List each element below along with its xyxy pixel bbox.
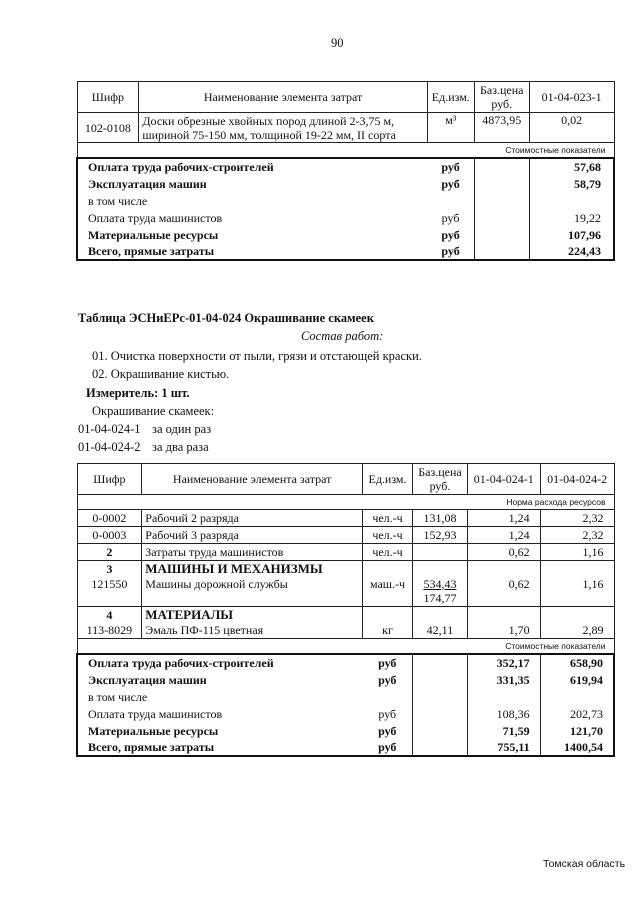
total-value bbox=[529, 192, 614, 209]
norm-label: Норма расхода ресурсов bbox=[77, 495, 614, 510]
row-v2: 1,16 bbox=[540, 544, 614, 561]
total-price-empty bbox=[412, 654, 467, 671]
machines-unit: маш.-ч bbox=[363, 577, 413, 607]
total-unit: руб bbox=[427, 175, 474, 192]
table-title: Таблица ЭСНиЕРс-01-04-024 Окрашивание скамеек bbox=[78, 311, 374, 325]
total-value: 19,22 bbox=[529, 209, 614, 226]
row-value: 0,02 bbox=[529, 113, 614, 143]
col-header-price: Баз.цена руб. bbox=[474, 82, 529, 113]
row-name: Рабочий 2 разряда bbox=[142, 510, 363, 527]
materials-name: Эмаль ПФ-115 цветная bbox=[142, 623, 363, 639]
work-step-1: 01. Очистка поверхности от пыли, грязи и отстающей краски. bbox=[92, 349, 422, 363]
section-label: Стоимостные показатели bbox=[77, 143, 614, 159]
table-header bbox=[77, 464, 614, 495]
materials-v2: 2,89 bbox=[540, 623, 614, 639]
total-name: Всего, прямые затраты bbox=[77, 739, 363, 756]
variant-code-1: 01-04-024-1 bbox=[78, 422, 141, 436]
materials-v1: 1,70 bbox=[467, 623, 540, 639]
total-unit: руб bbox=[427, 209, 474, 226]
total-v1: 331,35 bbox=[467, 671, 540, 688]
col-header-price: Баз.цена руб. bbox=[412, 464, 467, 495]
row-price: 4873,95 bbox=[474, 113, 529, 143]
total-row bbox=[77, 705, 614, 722]
machines-v2: 1,16 bbox=[540, 577, 614, 607]
machines-name: Машины дорожной службы bbox=[142, 577, 363, 607]
total-v2: 658,90 bbox=[540, 654, 614, 671]
total-row bbox=[77, 158, 614, 175]
total-price-empty bbox=[474, 192, 529, 209]
row-price: 131,08 bbox=[412, 510, 467, 527]
total-v1 bbox=[467, 688, 540, 705]
subtitle: Окрашивание скамеек: bbox=[92, 404, 215, 418]
total-v2: 121,70 bbox=[540, 722, 614, 739]
row-code: 102-0108 bbox=[77, 113, 139, 143]
total-v1: 352,17 bbox=[467, 654, 540, 671]
total-row bbox=[77, 671, 614, 688]
variant-desc-2: за два раза bbox=[152, 440, 209, 454]
row-unit: чел.-ч bbox=[363, 544, 413, 561]
row-name: Затраты труда машинистов bbox=[142, 544, 363, 561]
materials-row bbox=[77, 623, 614, 639]
total-name: Эксплуатация машин bbox=[77, 175, 427, 192]
total-unit: руб bbox=[363, 739, 413, 756]
composition-heading: Состав работ: bbox=[301, 329, 384, 343]
total-row bbox=[77, 739, 614, 756]
total-unit: руб bbox=[427, 158, 474, 175]
row-v1: 0,62 bbox=[467, 544, 540, 561]
total-row bbox=[77, 243, 614, 260]
row-v1: 1,24 bbox=[467, 510, 540, 527]
total-price-empty bbox=[412, 671, 467, 688]
total-unit: руб bbox=[427, 243, 474, 260]
row-price: 152,93 bbox=[412, 527, 467, 544]
col-header-code: Шифр bbox=[77, 464, 142, 495]
row-v2: 2,32 bbox=[540, 510, 614, 527]
row-unit: чел.-ч bbox=[363, 527, 413, 544]
total-name: Материальные ресурсы bbox=[77, 722, 363, 739]
machines-price bbox=[412, 577, 467, 607]
total-price-empty bbox=[474, 243, 529, 260]
col-header-code: Шифр bbox=[77, 82, 139, 113]
row-code: 2 bbox=[77, 544, 142, 561]
col-header-variant-2: 01-04-024-2 bbox=[540, 464, 614, 495]
row-name-line2: шириной 75-150 мм, толщиной 19-22 мм, II сорта bbox=[142, 127, 396, 142]
total-value: 224,43 bbox=[529, 243, 614, 260]
total-name: Эксплуатация машин bbox=[77, 671, 363, 688]
total-v1: 755,11 bbox=[467, 739, 540, 756]
total-unit: руб bbox=[363, 671, 413, 688]
machines-heading-row bbox=[77, 561, 614, 577]
col-header-name: Наименование элемента затрат bbox=[142, 464, 363, 495]
page-number: 90 bbox=[331, 36, 344, 50]
machines-sub-code: 121550 bbox=[77, 577, 142, 607]
total-value: 107,96 bbox=[529, 226, 614, 243]
row-unit: м³ bbox=[427, 113, 474, 143]
total-price-empty bbox=[412, 705, 467, 722]
row-code: 0-0002 bbox=[77, 510, 142, 527]
total-value: 57,68 bbox=[529, 158, 614, 175]
machines-title: МАШИНЫ И МЕХАНИЗМЫ bbox=[142, 561, 363, 577]
total-row bbox=[77, 722, 614, 739]
total-unit: руб bbox=[363, 722, 413, 739]
total-row bbox=[77, 209, 614, 226]
total-price-empty bbox=[474, 209, 529, 226]
materials-title: МАТЕРИАЛЫ bbox=[142, 607, 363, 623]
col-header-variant: 01-04-023-1 bbox=[529, 82, 614, 113]
total-row bbox=[77, 175, 614, 192]
total-price-empty bbox=[412, 722, 467, 739]
work-step-2: 02. Окрашивание кистью. bbox=[92, 367, 230, 381]
col-header-unit: Ед.изм. bbox=[427, 82, 474, 113]
row-code: 0-0003 bbox=[77, 527, 142, 544]
row-v1: 1,24 bbox=[467, 527, 540, 544]
total-v2: 202,73 bbox=[540, 705, 614, 722]
machines-price-2: 174,77 bbox=[423, 590, 457, 605]
row-v2: 2,32 bbox=[540, 527, 614, 544]
col-header-unit: Ед.изм. bbox=[363, 464, 413, 495]
total-price-empty bbox=[412, 688, 467, 705]
row-name-line1: Доски обрезные хвойных пород длиной 2-3,75 м, bbox=[142, 113, 395, 128]
materials-price: 42,11 bbox=[412, 623, 467, 639]
row-name bbox=[139, 113, 427, 143]
total-unit: руб bbox=[427, 226, 474, 243]
total-unit bbox=[427, 192, 474, 209]
total-v2 bbox=[540, 688, 614, 705]
total-row bbox=[77, 688, 614, 705]
col-header-name: Наименование элемента затрат bbox=[139, 82, 427, 113]
total-unit: руб bbox=[363, 654, 413, 671]
resource-table-1 bbox=[76, 81, 615, 261]
table-row bbox=[77, 113, 614, 143]
total-price-empty bbox=[474, 226, 529, 243]
row-unit: чел.-ч bbox=[363, 510, 413, 527]
col-header-variant-1: 01-04-024-1 bbox=[467, 464, 540, 495]
variant-code-2: 01-04-024-2 bbox=[78, 440, 141, 454]
machines-price-1: 534,43 bbox=[423, 576, 457, 591]
total-name: Оплата труда рабочих-строителей bbox=[77, 654, 363, 671]
total-name: Материальные ресурсы bbox=[77, 226, 427, 243]
materials-sub-code: 113-8029 bbox=[77, 623, 142, 639]
total-v1: 71,59 bbox=[467, 722, 540, 739]
total-v2: 1400,54 bbox=[540, 739, 614, 756]
table-row bbox=[77, 527, 614, 544]
total-name: Оплата труда машинистов bbox=[77, 705, 363, 722]
resource-table-2 bbox=[76, 463, 615, 757]
table-row bbox=[77, 544, 614, 561]
total-value: 58,79 bbox=[529, 175, 614, 192]
materials-unit: кг bbox=[363, 623, 413, 639]
total-name: Всего, прямые затраты bbox=[77, 243, 427, 260]
total-price-empty bbox=[412, 739, 467, 756]
materials-heading-row bbox=[77, 607, 614, 623]
cost-label: Стоимостные показатели bbox=[77, 639, 614, 655]
total-name: в том числе bbox=[77, 192, 427, 209]
machines-v1: 0,62 bbox=[467, 577, 540, 607]
total-name: в том числе bbox=[77, 688, 363, 705]
machines-code: 3 bbox=[77, 561, 142, 577]
total-price-empty bbox=[474, 158, 529, 175]
table-row bbox=[77, 510, 614, 527]
total-name: Оплата труда рабочих-строителей bbox=[77, 158, 427, 175]
table-header bbox=[77, 82, 614, 113]
total-name: Оплата труда машинистов bbox=[77, 209, 427, 226]
materials-code: 4 bbox=[77, 607, 142, 623]
machines-row bbox=[77, 577, 614, 607]
total-unit: руб bbox=[363, 705, 413, 722]
total-row bbox=[77, 226, 614, 243]
measure: Измеритель: 1 шт. bbox=[86, 386, 190, 400]
footer-region: Томская область bbox=[543, 858, 626, 870]
total-price-empty bbox=[474, 175, 529, 192]
total-row bbox=[77, 654, 614, 671]
variant-desc-1: за один раз bbox=[152, 422, 212, 436]
total-row bbox=[77, 192, 614, 209]
total-v2: 619,94 bbox=[540, 671, 614, 688]
row-name: Рабочий 3 разряда bbox=[142, 527, 363, 544]
total-unit bbox=[363, 688, 413, 705]
total-v1: 108,36 bbox=[467, 705, 540, 722]
row-price bbox=[412, 544, 467, 561]
